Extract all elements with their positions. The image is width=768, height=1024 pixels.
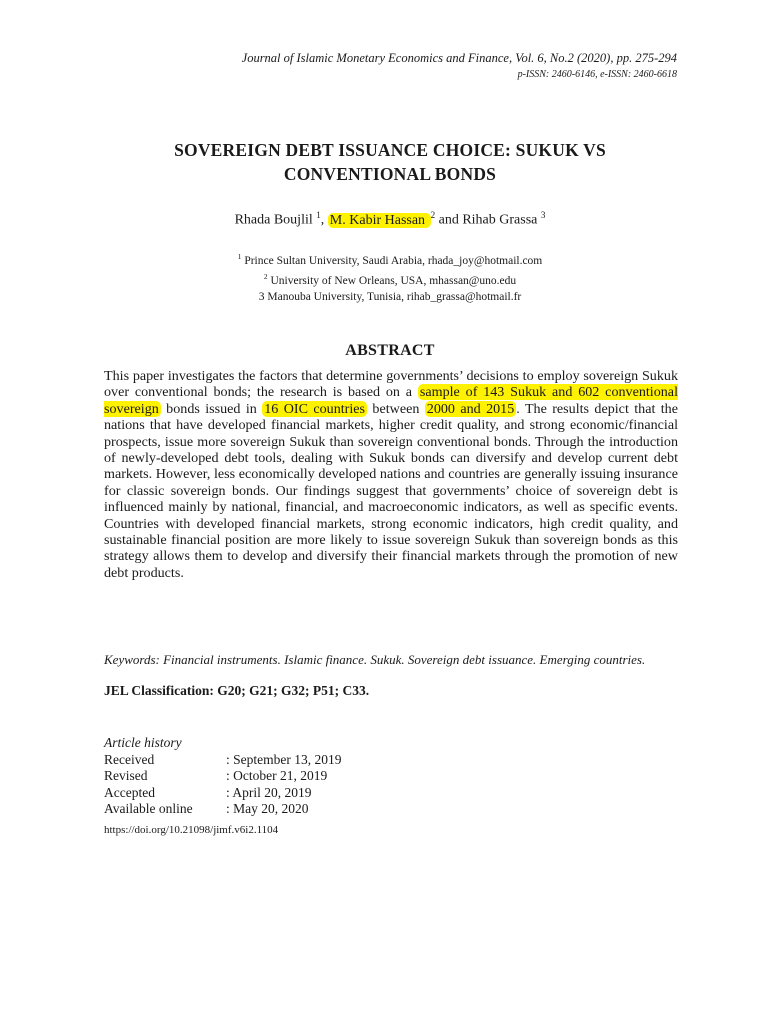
affiliation-text: Prince Sultan University, Saudi Arabia, rhada_joy@hotmail.com (244, 254, 543, 267)
author-mark: 3 (540, 210, 546, 220)
history-label: Available online (104, 800, 193, 816)
history-value: : May 20, 2020 (226, 800, 309, 816)
history-row-accepted (104, 785, 341, 801)
history-label: Revised (104, 768, 148, 784)
title-line-2: CONVENTIONAL BONDS (283, 164, 497, 184)
article-history-heading: Article history (104, 735, 182, 750)
affiliation-mark: 2 (263, 272, 268, 282)
history-row-available-online (104, 801, 341, 817)
doi-link[interactable]: https://doi.org/10.21098/jimf.v6i2.1104 (104, 824, 279, 836)
paper-title (104, 138, 676, 186)
history-value: : October 21, 2019 (226, 768, 328, 784)
affiliations (104, 249, 676, 305)
affiliation-3 (104, 290, 676, 306)
abstract-text: This paper investigates the factors that determine governments’ decisions to employ sovereign Sukuk over conventional bonds; the research is based on a (104, 368, 678, 401)
title-line-1: SOVEREIGN DEBT ISSUANCE CHOICE: SUKUK VS (174, 140, 606, 160)
author-separator: , (320, 212, 328, 228)
highlight-sample: sample of 143 Sukuk and 602 conventional sovereign (104, 384, 678, 417)
author-list (104, 210, 676, 229)
history-label: Accepted (104, 784, 155, 800)
journal-citation: Journal of Islamic Monetary Economics and Finance, Vol. 6, No.2 (2020), pp. 275-294 (241, 51, 677, 65)
affiliation-text: 3 Manouba University, Tunisia, rihab_grassa@hotmail.fr (258, 290, 522, 303)
affiliation-2 (104, 269, 676, 289)
issn-line: p-ISSN: 2460-6146, e-ISSN: 2460-6618 (517, 69, 677, 80)
affiliation-1 (104, 249, 676, 269)
jel-classification: JEL Classification: G20; G21; G32; P51; C33. (104, 683, 370, 698)
author-name: Rihab Grassa (462, 212, 538, 228)
abstract-text: between (367, 400, 425, 417)
history-value: : September 13, 2019 (226, 752, 342, 767)
abstract-body (104, 368, 678, 581)
highlight-countries: 16 OIC countries (264, 400, 366, 417)
article-history (104, 752, 341, 817)
abstract-text: . The results depict that the nations that have developed financial markets, higher credit quality, and strong economic/financial prospects, issue more sovereign Sukuk than sovereign conventional bonds. Through the introduction of newly-developed debt tools, dealing with Sukuk bonds can diversify and develop current debt markets. However, less economically developed nations and countries are generally issuing insurance for classic sovereign bonds. Our findings suggest that governments’ choice of sovereign debt is influenced mainly by national, financial, and macroeconomic indicators, as well as specific events. Countries with developed financial markets, strong economic indicators, high credit quality, and sustainable financial position are more likely to issue sovereign Sukuk than sovereign bonds as this strategy allows them to develop and diversify their financial markets through the promotion of new debt products. (104, 400, 678, 581)
history-row-revised (104, 768, 341, 784)
author-name: Rhada Boujlil (234, 212, 313, 228)
highlight-period: 2000 and 2015 (426, 400, 515, 417)
abstract-text: bonds issued in (160, 400, 263, 417)
affiliation-text: University of New Orleans, USA, mhassan@uno.edu (270, 275, 517, 288)
author-mark: 2 (430, 210, 436, 220)
affiliation-mark: 1 (237, 252, 242, 261)
history-value: : April 20, 2019 (226, 784, 312, 800)
author-mark: 1 (316, 210, 321, 220)
history-row-received (104, 752, 341, 768)
keywords: Keywords: Financial instruments. Islamic finance. Sukuk. Sovereign debt issuance. Emerging countries. (104, 652, 646, 667)
abstract-heading: ABSTRACT (345, 342, 435, 359)
author-name-highlighted (328, 213, 431, 228)
author-name: M. Kabir Hassan (329, 212, 426, 228)
history-label: Received (104, 752, 155, 767)
author-separator: and (435, 212, 463, 228)
